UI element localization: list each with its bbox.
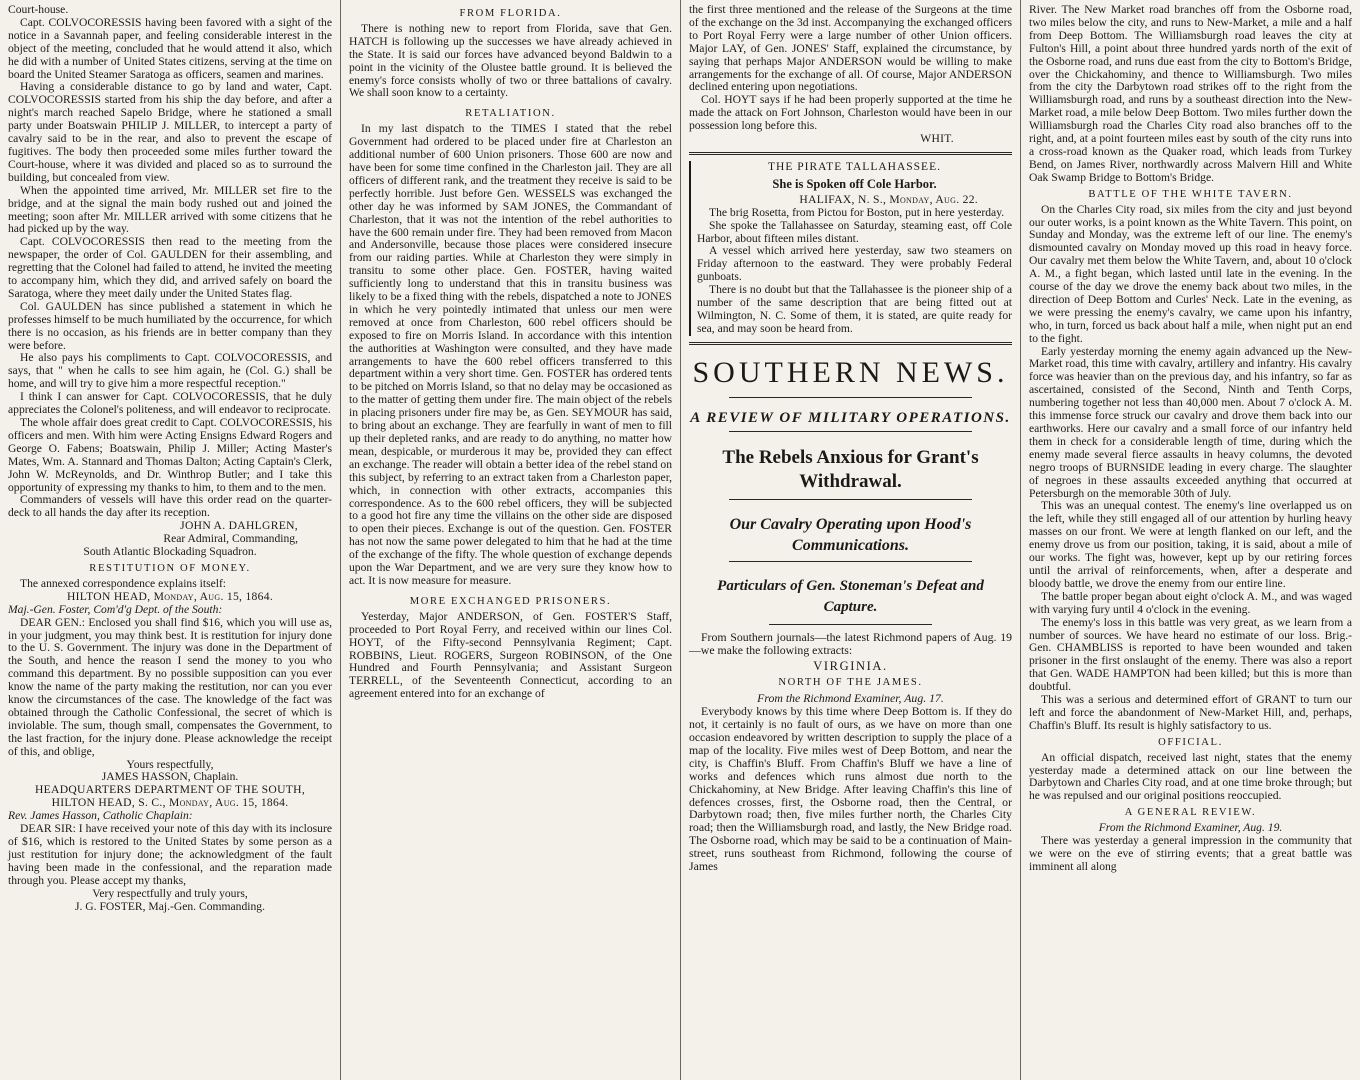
article-text: The enemy's loss in this battle was very great, as we learn from a number of sources. We have heard no estimate of our loss. Brig.-Gen. CHAMBLISS is reported to have been wounded and taken prisoner in the first onslaught of the enemy. There was also a report that Gen. WADE HAMPTON had been killed; but this is more than doubtful.: [1029, 615, 1352, 694]
article-subheadline: She is Spoken off Cole Harbor.: [772, 176, 937, 191]
article-text: There was yesterday a general impression in the community that we were on the eve of stirring events; that a great battle was imminent all along: [1029, 834, 1352, 873]
letter-close: Yours respectfully,: [126, 757, 214, 771]
dateline: HILTON HEAD, Monday, Aug. 15, 1864.: [66, 589, 274, 603]
article-text: There is nothing new to report from Florida, save that Gen. HATCH is following up the successes we have already achieved in the State. It is said our forces have advanced beyond Baldwin to a point in the vicinity of the Olustee battle ground. It is believed the enemy's force consists wholly of two or three battalions of cavalry. We shall soon know to a certainty.: [349, 21, 672, 100]
article-text: Commanders of vessels will have this order read on the quarter-deck to all hands the day after its reception.: [8, 493, 332, 520]
source-line: From the Richmond Examiner, Aug. 19.: [1098, 821, 1283, 835]
column-2: [340, 0, 680, 1080]
article-text: Col. HOYT says if he had been properly supported at the time he made the attack on Fort Johnson, Charleston would have been in our possession long before this.: [689, 93, 1012, 133]
article-text: Yesterday, Major ANDERSON, of Gen. FOSTER'S Staff, proceeded to Port Royal Ferry, and received within our lines Col. HOYT, of the Fifty-second Pennsylvania Regiment; Capt. ROBBINS, Lieut. ROGERS, Surgeon ROBINSON, of the One Hundred and Fourth Pennsylvania; and Assistant Surgeon TERRELL, of the Seventeenth Connecticut, according to an agreement entered into for an exchange of: [349, 609, 672, 701]
section-heading: A GENERAL REVIEW.: [1124, 807, 1257, 819]
article-headline: THE PIRATE TALLAHASSEE.: [768, 160, 941, 173]
signature: J. G. FOSTER, Maj.-Gen. Commanding.: [74, 899, 265, 913]
article-body: [689, 631, 1012, 873]
article-text: A vessel which arrived here yesterday, saw two steamers on Friday afternoon to the eastward. They were probably Federal gunboats.: [697, 244, 1012, 284]
salutation: Maj.-Gen. Foster, Com'd'g Dept. of the South:: [8, 602, 223, 616]
letter-text: DEAR GEN.: Enclosed you shall find $16, which you will use as, in your judgment, you may think best. It is restitution for injury done to the U. S. Government. The injury was done in the Department of the South, and hence the reason I send the money to you who command this department. By no possible supposition can you ever know the name of the party making the restitution, nor can you ever know the circumstances of the case. The knowledge of the fact was obtained through the Catholic Confessional, the secret of which is inviolable. The sum, though small, compensates the Government, to the last fraction, for the injury done. Please acknowledge the receipt of this, and oblige,: [8, 615, 332, 758]
divider: [729, 561, 972, 562]
column-1: [0, 0, 340, 1080]
article-text: Early yesterday morning the enemy again advanced up the New-Market road, this time with cavalry, artillery and infantry. His cavalry force was heavier than on the previous day, and his infantry, so far as ascertained, consisted of the Second, Ninth and Tenth Corps, numbering together not less than 40,000 men. About 7 o'clock A. M. this immense force struck our cavalry and drove them back into our earthworks. Here our cavalry and a small force of our infantry held them in check for a considerable length of time, during which the enemy made several fierce assaults in heavy columns, the devoted negro troops of BURNSIDE leading in every charge. The slaughter of negroes in these assaults exceeded anything that occurred at Petersburgh on the memorable 30th of July.: [1029, 344, 1352, 500]
dateline: HILTON HEAD, S. C., Monday, Aug. 15, 1864.: [51, 796, 289, 810]
article-text: Capt. COLVOCORESSIS having been favored with a sight of the notice in a Savannah paper, and feeling considerable interest in the object of the meeting, concluded that he would attend it also, which he did with a number of United States citizens, serving at the time on board the United Steamer Saratoga as officers, seamen and marines.: [8, 15, 332, 81]
pirate-article: [689, 161, 1012, 336]
article-text: Everybody knows by this time where Deep Bottom is. If they do not, it certainly is no fault of ours, as we have on more than one occasion endeavored by written description to supply the place of a map of the locality. Five miles west of Deep Bottom, and near the city, is Chaffin's Bluff. From Chaffin's Bluff we have a line of works and defences which runs almost due north to the Chickahominy, at New Bridge. After leaving Chaffin's this line of defences crosses, first, the Osborne road, then the Central, or Darbytown road; then, five miles further north, the Charles City road; then the Williamsburgh road, and lastly, the New Bridge road. The Osborne road, which may be said to be a continuation of Main-street, runs southeast from Richmond, following the course of James: [689, 704, 1012, 874]
letter-text: DEAR SIR: I have received your note of this day with its inclosure of $16, which is restored to the United States by some person as a just restitution for injury done; the acknowledgment of the fault having been made in the confessional, and the reparation made through you. Please accept my thanks,: [8, 822, 332, 887]
article-text: River. The New Market road branches off from the Osborne road, two miles below the city, and runs to New-Market, a mile and a half from Deep Bottom. The Williamsburgh road leaves the city at Fulton's Hill, a point about three hundred yards north of the exit of the Osborne road, and runs due east from the city to Bottom's Bridge, over the Chickahominy, and thence to Williamsburgh. Two miles from the city the Darbytown road strikes off to the right from the Williamsburgh road, and runs by a southeast direction into the New-Market road, a mile below Deep Bottom. Two miles further down the Williamsburgh road the Charles City road also branches off to the right, and, at a point fourteen miles east by south of the city runs into a cross-road known as the Quaker road, which leads from Turkey Bend, on James River, northwardly across Malvern Hill and White Oak Swamp Bridge to Bottom's Bridge.: [1029, 3, 1352, 184]
article-text: On the Charles City road, six miles from the city and just beyond our outer works, is a point known as the White Tavern. This point, on Sunday and Monday, was the extreme left of our line. The enemy's dismounted cavalry on Monday moved up this road in heavy force. Our cavalry met them below the White Tavern, and, about 10 o'clock A. M., a fight began, which lasted until late in the evening. In the course of the day we drove the enemy back about two miles, in the direction of Deep Bottom and Curles' Neck. Late in the evening, as we were pressing the enemy's cavalry, we came upon his infantry, who, in turn, forced us back about half a mile, when night put an end to the fight.: [1029, 202, 1352, 345]
article-text: An official dispatch, received last night, states that the enemy yesterday made a determined attack on our line between the Darbytown and Charles City road, and at one time broke through; but he was repulsed and our original positions reoccupied.: [1029, 750, 1352, 803]
article-text: When the appointed time arrived, Mr. MILLER set fire to the bridge, and at the signal the main body rushed out and joined the meeting; soon after Mr. MILLER arrived with some citizens that he had picked up by the way.: [8, 183, 332, 236]
article-text: In my last dispatch to the TIMES I stated that the rebel Government had ordered to be placed under fire at Charleston an additional number of 600 Union prisoners. Those 600 are now and have been for some time confined in the Charleston jail. They are all officers of different rank, and the treatment they receive is said to be perfectly horrible. Just before Gen. WESSELS was exchanged the other day he was informed by SAM JONES, the Commandant of Charleston, that it was not the intention of the rebel authorities to have the 600 remain under fire. They had been removed from Macon and Andersonville, because those places were considered insecure from our raiding parties. While at Charleston they were simply in transitu to some other place. Gen. FOSTER, having waited sufficiently long to understand that this in transitu business was likely to be a fixed thing with the rebels, dispatched a note to JONES in which he very pointedly intimated that unless our men were removed at once from Charleston, 600 rebel officers should be exposed to fire on Morris Island. In accordance with this intention the authorities at Washington were consulted, and they have made arrangements to have the 600 rebel officers transferred to this department within a very short time. Gen. FOSTER has ordered tents to be pitched on Morris Island, so that no delay may be occasioned as to the matter of getting them under fire. The main object of the rebels in placing prisoners under fire may be, as Gen. SEYMOUR has said, to bring about an exchange. They are fearfully in want of men to fill up their depleted ranks, and are ready to do anything, no matter how mean, despicable, or murderous it may be, provided they can effect an exchange. The reader will obtain a better idea of the rebel stand on this subject, by referring to an extract taken from a Charleston paper, which, in connection with other extracts, accompanies this correspondence. As to the 600 rebel officers, they will be subjected to a good hot fire any time the villains on the other side are disposed to open their pieces. Exchange is out of the question. Gen. FOSTER has not now the same power delegated to him that he had at the time of the exchange of the fifty. The whole question of exchange depends upon the War Department, and we are very sure they know how to act. It is now measure for measure.: [349, 122, 672, 587]
article-text: the first three mentioned and the release of the Surgeons at the time of the exchange on the 3d inst. Accompanying the exchanged officers to Port Royal Ferry were a large number of other Union officers. Major LAY, of Gen. JONES' Staff, explained the circumstance, by saying that perhaps Major ANDERSON would be willing to make arrangements for the exchange of all. Of course, Major ANDERSON declined entering upon negotiations.: [689, 3, 1012, 94]
article-text: This was a serious and determined effort of GRANT to turn our left and force the abandonment of New-Market Hill, and, perhaps, Chaffin's Bluff. Its result is highly satisfactory to us.: [1029, 693, 1352, 732]
divider: [729, 431, 972, 432]
section-subheading: NORTH OF THE JAMES.: [778, 677, 923, 689]
signature-title: Rear Admiral, Commanding,: [163, 532, 298, 546]
article-text: The annexed correspondence explains itself:: [20, 576, 227, 590]
main-headline: SOUTHERN NEWS.: [692, 355, 1009, 389]
headline-deck: The Rebels Anxious for Grant's Withdrawal.: [722, 446, 979, 492]
divider: [769, 624, 932, 625]
section-heading: BATTLE OF THE WHITE TAVERN.: [1088, 188, 1293, 200]
article-text: He also pays his compliments to Capt. COLVOCORESSIS, and says, that " when he calls to see him again, he (Col. G.) shall be home, and will try to give him a more respectful reception.": [8, 351, 332, 391]
dateline: HALIFAX, N. S., Monday, Aug. 22.: [799, 192, 978, 206]
section-heading: OFFICIAL.: [1158, 736, 1223, 748]
section-heading: FROM FLORIDA.: [459, 8, 562, 19]
divider: [729, 499, 972, 500]
article-text: From Southern journals—the latest Richmond papers of Aug. 19—we make the following extracts:: [689, 629, 1012, 657]
signature: JOHN A. DAHLGREN,: [180, 519, 298, 533]
article-text: The battle proper began about eight o'clock A. M., and was waged with varying fury until 4 o'clock in the evening.: [1029, 589, 1352, 616]
article-text: Having a considerable distance to go by land and water, Capt. COLVOCORESSIS started from his ship the day before, and after a night's march reached Sapelo Bridge, where he stationed a small party under Boatswain PHILIP J. MILLER, to intercept a party of cavalry said to be in the rear, and also to prevent the escape of fugitives. The body then proceeded some miles further toward the Court-house, where it was divided and placed so as to surround the building, but concealed from view.: [8, 80, 332, 184]
divider: [729, 397, 972, 398]
article-text: The whole affair does great credit to Capt. COLVOCORESSIS, his officers and men. With him were Acting Ensigns Edward Rogers and George O. Fabens; Boatswain, Philip J. Miller; Acting Master's Mates, Wm. A. Stannard and Thomas Dalton; Acting Captain's Clerk, John W. McReynolds, and Dr. Winthrop Butler; and I take this opportunity of expressing my thanks to him, to them and to the men.: [8, 416, 332, 494]
article-text: There is no doubt but that the Tallahassee is the pioneer ship of a number of the same description that are being fitted out at Wilmington, N. C. Some of them, it is stated, are quite ready for sea, and may soon be heard from.: [697, 283, 1012, 335]
column-4: [1020, 0, 1360, 1080]
signature: JAMES HASSON, Chaplain.: [101, 770, 239, 784]
salutation: Rev. James Hasson, Catholic Chaplain:: [8, 809, 193, 823]
article-text: This was an unequal contest. The enemy's line overlapped us on the left, while they still engaged all of our attention by hurling heavy masses on our front. We were at length flanked on our left, and the enemy drove us from our position, taking, it is said, about a mile of our works. The fight was, however, kept up by our retiring forces until the arrival of reinforcements, when, after a desperate and bloody battle, we drove the enemy from our entire line.: [1029, 499, 1352, 590]
section-heading: MORE EXCHANGED PRISONERS.: [409, 595, 612, 607]
letter-close: Very respectfully and truly yours,: [92, 886, 248, 900]
headline-deck: Our Cavalry Operating upon Hood's Communications.: [729, 515, 972, 554]
column-3: [680, 0, 1020, 1080]
headline-deck: A REVIEW OF MILITARY OPERATIONS.: [690, 409, 1011, 426]
divider: [689, 342, 1012, 345]
divider: [689, 152, 1012, 155]
section-heading: VIRGINIA.: [813, 659, 888, 674]
article-text: Capt. COLVOCORESSIS then read to the meeting from the newspaper, the order of Col. GAULDEN for their assembling, and regretting that the Colonel had failed to attend, he invited the meeting to accompany him, which they did, and arrived safely on board the Saratoga, where they meet daily under the United States flag.: [8, 235, 332, 300]
signature: WHIT.: [920, 132, 954, 146]
section-heading: RESTITUTION OF MONEY.: [89, 562, 251, 574]
article-text: Court-house.: [8, 3, 69, 16]
headline-deck: Particulars of Gen. Stoneman's Defeat and Capture.: [717, 577, 984, 615]
article-text: Col. GAULDEN has since published a statement in which he professes himself to be much humiliated by the occurrence, for which there is no occasion, as his friends are in better company than they were before.: [8, 299, 332, 352]
dateline: HEADQUARTERS DEPARTMENT OF THE SOUTH,: [34, 783, 306, 797]
source-line: From the Richmond Examiner, Aug. 17.: [757, 691, 944, 706]
article-text: The brig Rosetta, from Pictou for Boston, put in here yesterday.: [709, 205, 1005, 219]
article-text: She spoke the Tallahassee on Saturday, steaming east, off Cole Harbor, about fifteen miles distant.: [697, 218, 1012, 245]
signature-title: South Atlantic Blockading Squadron.: [83, 545, 257, 559]
section-heading: RETALIATION.: [465, 108, 556, 120]
article-text: I think I can answer for Capt. COLVOCORESSIS, that he duly appreciates the Colonel's politeness, and will endeavor to reciprocate.: [8, 390, 332, 417]
